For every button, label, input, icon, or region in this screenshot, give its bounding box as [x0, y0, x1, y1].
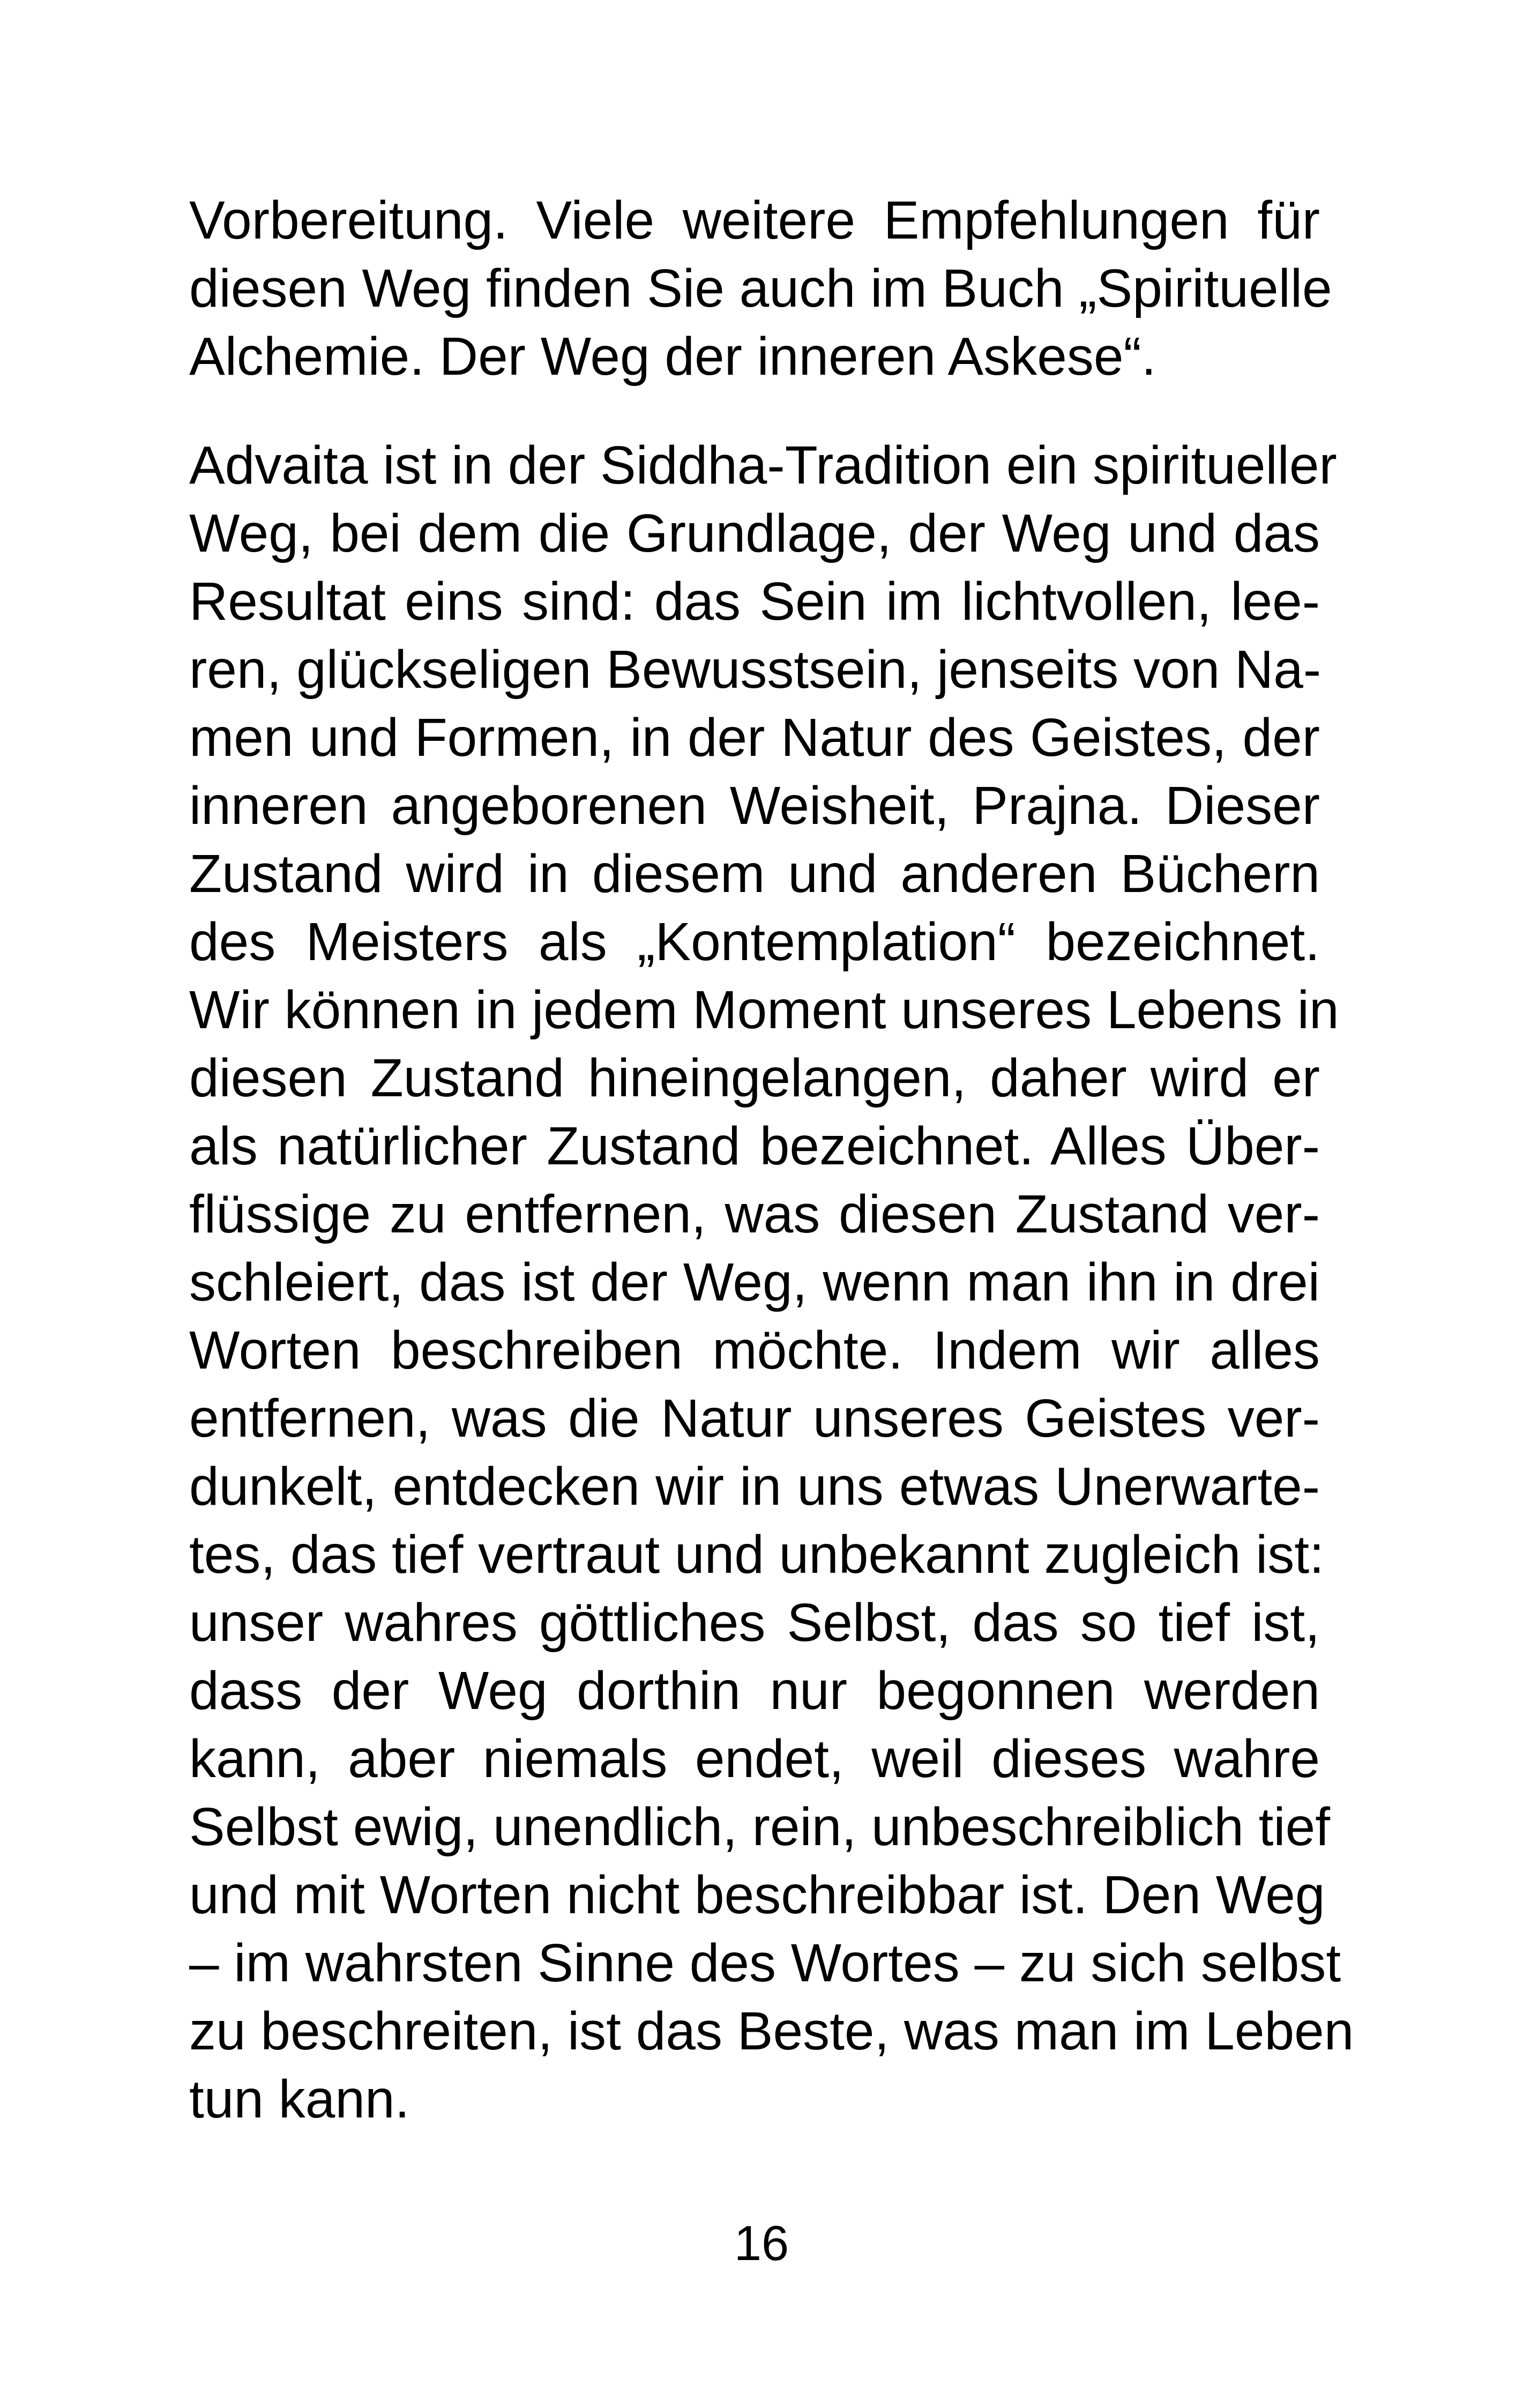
text-line: tes, das tief vertraut und unbekannt zugleich ist:	[189, 1525, 1324, 1585]
text-line: flüssige zu entfernen, was diesen Zustand ver-	[189, 1184, 1320, 1244]
text-line: Advaita ist in der Siddha-Tradition ein spiritueller	[189, 435, 1337, 495]
text-line: ren, glückseligen Bewusstsein, jenseits von Na-	[189, 640, 1322, 700]
text-line: Vorbereitung. Viele weitere Empfehlungen für	[189, 190, 1320, 250]
text-line: des Meisters als „Kontemplation“ bezeichnet.	[189, 912, 1320, 972]
text-line: entfernen, was die Natur unseres Geistes ver-	[189, 1388, 1320, 1448]
text-line: Resultat eins sind: das Sein im lichtvollen, lee-	[189, 571, 1320, 631]
text-line: dunkelt, entdecken wir in uns etwas Unerwarte-	[189, 1456, 1320, 1517]
text-line: und mit Worten nicht beschreibbar ist. Den Weg	[189, 1865, 1325, 1925]
text-line: als natürlicher Zustand bezeichnet. Alles Über-	[189, 1116, 1320, 1176]
text-line: diesen Weg finden Sie auch im Buch „Spirituelle	[189, 258, 1332, 318]
text-line: kann, aber niemals endet, weil dieses wahre	[189, 1729, 1320, 1789]
text-line: tun kann.	[189, 2069, 410, 2129]
text-line: Alchemie. Der Weg der inneren Askese“.	[189, 326, 1156, 387]
text-line: Weg, bei dem die Grundlage, der Weg und das	[189, 503, 1320, 563]
page-number: 16	[734, 2216, 789, 2271]
text-line: Selbst ewig, unendlich, rein, unbeschreiblich tief	[189, 1797, 1331, 1857]
paragraph-2	[189, 432, 1354, 2134]
text-line: Worten beschreiben möchte. Indem wir alles	[189, 1320, 1320, 1380]
text-line: zu beschreiten, ist das Beste, was man im Leben	[189, 2001, 1354, 2061]
text-line: inneren angeborenen Weisheit, Prajna. Dieser	[189, 776, 1320, 836]
text-line: diesen Zustand hineingelangen, daher wird er	[189, 1048, 1320, 1108]
text-line: schleiert, das ist der Weg, wenn man ihn in drei	[189, 1252, 1320, 1312]
text-line: – im wahrsten Sinne des Wortes – zu sich selbst	[189, 1933, 1341, 1993]
text-line: unser wahres göttliches Selbst, das so tief ist,	[189, 1593, 1320, 1653]
text-line: dass der Weg dorthin nur begonnen werden	[189, 1661, 1320, 1721]
text-line: men und Formen, in der Natur des Geistes, der	[189, 708, 1320, 768]
text-line: Zustand wird in diesem und anderen Büchern	[189, 844, 1320, 904]
paragraph-1	[189, 187, 1332, 391]
text-line: Wir können in jedem Moment unseres Lebens in	[189, 980, 1339, 1040]
